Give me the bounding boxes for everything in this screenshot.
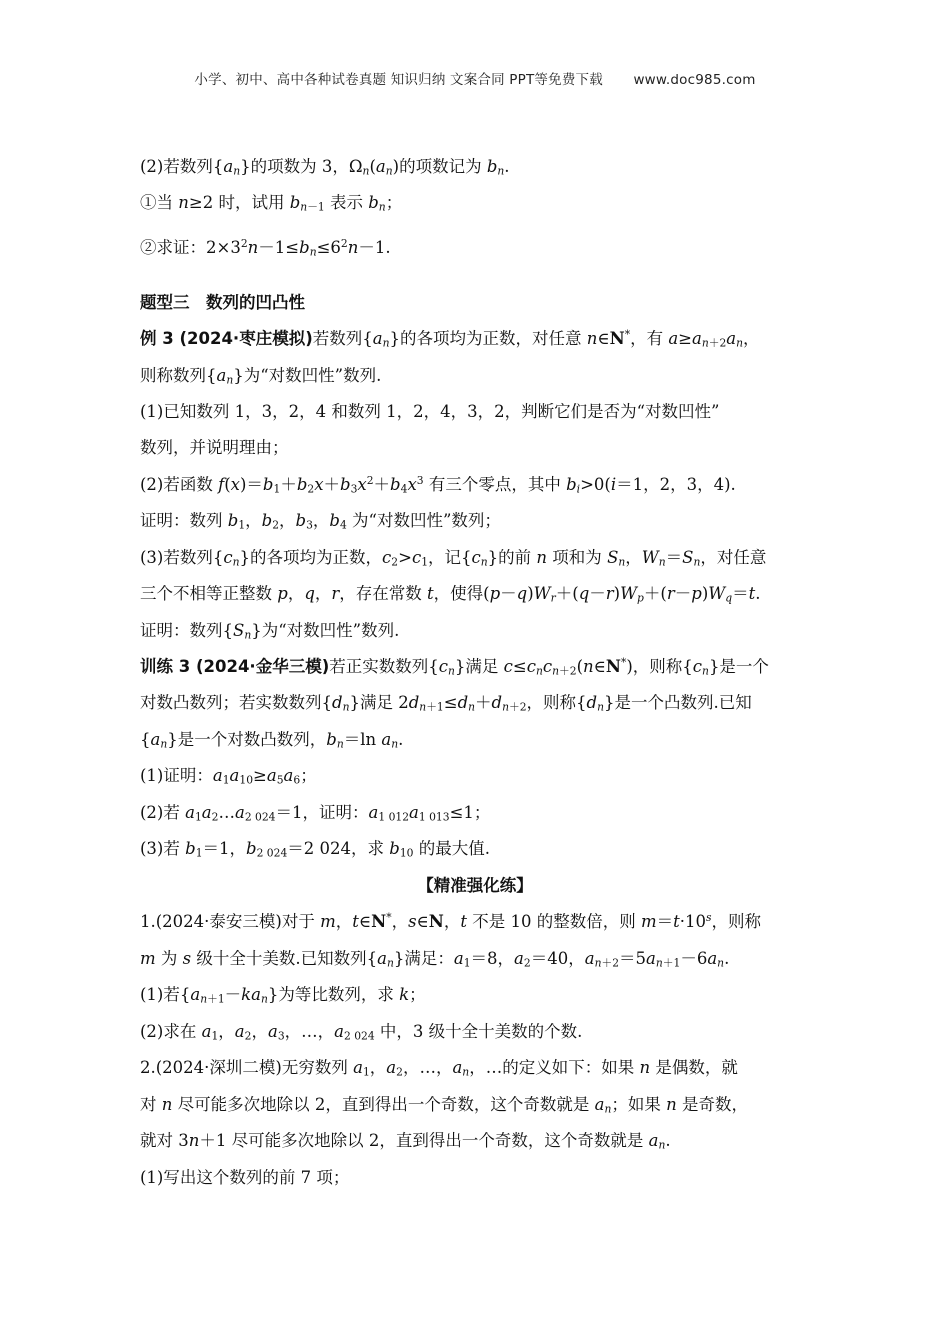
practice-1-q1: (1)若$\{a_{n+1}-ka_n\}$为等比数列，求 k； — [140, 985, 426, 1006]
example-3-q1-line-2: 数列，并说明理由； — [140, 438, 289, 457]
practice-1-line-1: 1.(2024·泰安三模)对于 m，t∈N*，s∈N，t 不是 10 的整数倍，则 $m=t\cdot 10^s$，则称 — [140, 911, 762, 931]
training-3-q2: (2)若 $a_1a_2\dots a_{2 024}=1$，证明：$a_{1 012}a_{1 013}\le 1$； — [140, 803, 491, 824]
page-header — [0, 68, 950, 88]
training-3-q3: (3)若 $b_1=1$，$b_{2 024}=2$ 024，求 $b_{10}$ 的最大值. — [140, 839, 490, 860]
training-label: 训练 3 (2024·金华三模) — [140, 657, 330, 676]
prev-sub-2: ②求证：$2\times 3^2n-1\le b_n\le 6^2n-1$. — [140, 237, 391, 259]
practice-2-q1: (1)写出这个数列的前 7 项； — [140, 1168, 350, 1187]
example-3-q3-line-1: (3)若数列$\{c_n\}$的各项均为正数，$c_2>c_1$，记$\{c_n\}$的前 n 项和为 $S_n$，$W_n=S_n$，对任意 — [140, 548, 767, 569]
practice-2-line-1: 2.(2024·深圳二模)无穷数列 $a_1$，$a_2$，…，$a_n$，…的定义如下：如果 n 是偶数，就 — [140, 1058, 738, 1079]
practice-2-line-3: 就对 3n＋1 尽可能多次地除以 2，直到得出一个奇数，这个奇数就是 $a_n$. — [140, 1131, 671, 1152]
training-3-line-3: $\{a_n\}$是一个对数凸数列，$b_n=\ln$ $a_n$. — [140, 730, 404, 751]
practice-1-q2: (2)求在 $a_1$，$a_2$，$a_3$，…，$a_{2 024}$ 中，3 级十全十美数的个数. — [140, 1022, 583, 1043]
example-3-q3-line-3: 证明：数列$\{S_n\}$为“对数凹性”数列. — [140, 621, 400, 642]
practice-1-label: 1.(2024·泰安三模) — [140, 912, 282, 931]
training-3-line-2: 对数凸数列；若实数数列$\{d_n\}$满足 $2d_{n+1}\le d_n+d_{n+2}$，则称$\{d_n\}$是一个凸数列.已知 — [140, 693, 752, 714]
section-title: 题型三 数列的凹凸性 — [140, 293, 305, 312]
example-label: 例 3 (2024·枣庄模拟) — [140, 329, 313, 348]
prev-sub-1: ①当 n≥2 时，试用 $b_{n-1}$ 表示 $b_n$； — [140, 193, 403, 214]
practice-2-line-2: 对 n 尽可能多次地除以 2，直到得出一个奇数，这个奇数就是 $a_n$；如果 n 是奇数， — [140, 1095, 749, 1116]
example-3-q1-line-1: (1)已知数列 1，3，2，4 和数列 1，2，4，3，2，判断它们是否为“对数凹性” — [140, 402, 720, 421]
practice-2-label: 2.(2024·深圳二模) — [140, 1058, 282, 1077]
training-3-line-1: 训练 3 (2024·金华三模)若正实数数列$\{c_n\}$满足 $c\le c_nc_{n+2}(n\in N^*)$，则称$\{c_n\}$是一个 — [140, 656, 769, 678]
training-3-q1: (1)证明：$a_1a_{10}\ge a_5a_6$； — [140, 766, 317, 787]
header-url[interactable]: www.doc985.com — [633, 72, 756, 88]
example-3-q2-line-1: (2)若函数 $f(x)=b_1+b_2x+b_3x^2+b_4x^3$ 有三个零点，其中 $b_i>0(i=1$，2，3，4). — [140, 474, 736, 496]
example-3-line-1: 例 3 (2024·枣庄模拟)若数列$\{a_n\}$的各项均为正数，对任意 n∈N*，有 $a\ge a_{n+2}a_n$， — [140, 328, 760, 350]
header-text: 小学、初中、高中各种试卷真题 知识归纳 文案合同 PPT等免费下载 — [194, 72, 603, 88]
example-3-q2-line-2: 证明：数列 $b_1$，$b_2$，$b_3$，$b_4$ 为“对数凹性”数列； — [140, 511, 501, 532]
practice-title: 【精准强化练】 — [417, 876, 533, 895]
prev-part-2: (2)若数列$\{a_n\}$的项数为 3，$\Omega_n(a_n)$的项数记为 $b_n$. — [140, 157, 510, 178]
practice-1-line-2: m 为 s 级十全十美数.已知数列$\{a_n\}$满足：$a_1=8$，$a_2=40$，$a_{n+2}=5a_{n+1}-6a_n$. — [140, 949, 730, 970]
example-3-q3-line-2: 三个不相等正整数 p，q，r，存在常数 t，使得$(p-q)W_r+(q-r)W_p+(r-p)W_q=t$. — [140, 584, 761, 605]
example-3-line-2: 则称数列$\{a_n\}$为“对数凹性”数列. — [140, 366, 382, 387]
